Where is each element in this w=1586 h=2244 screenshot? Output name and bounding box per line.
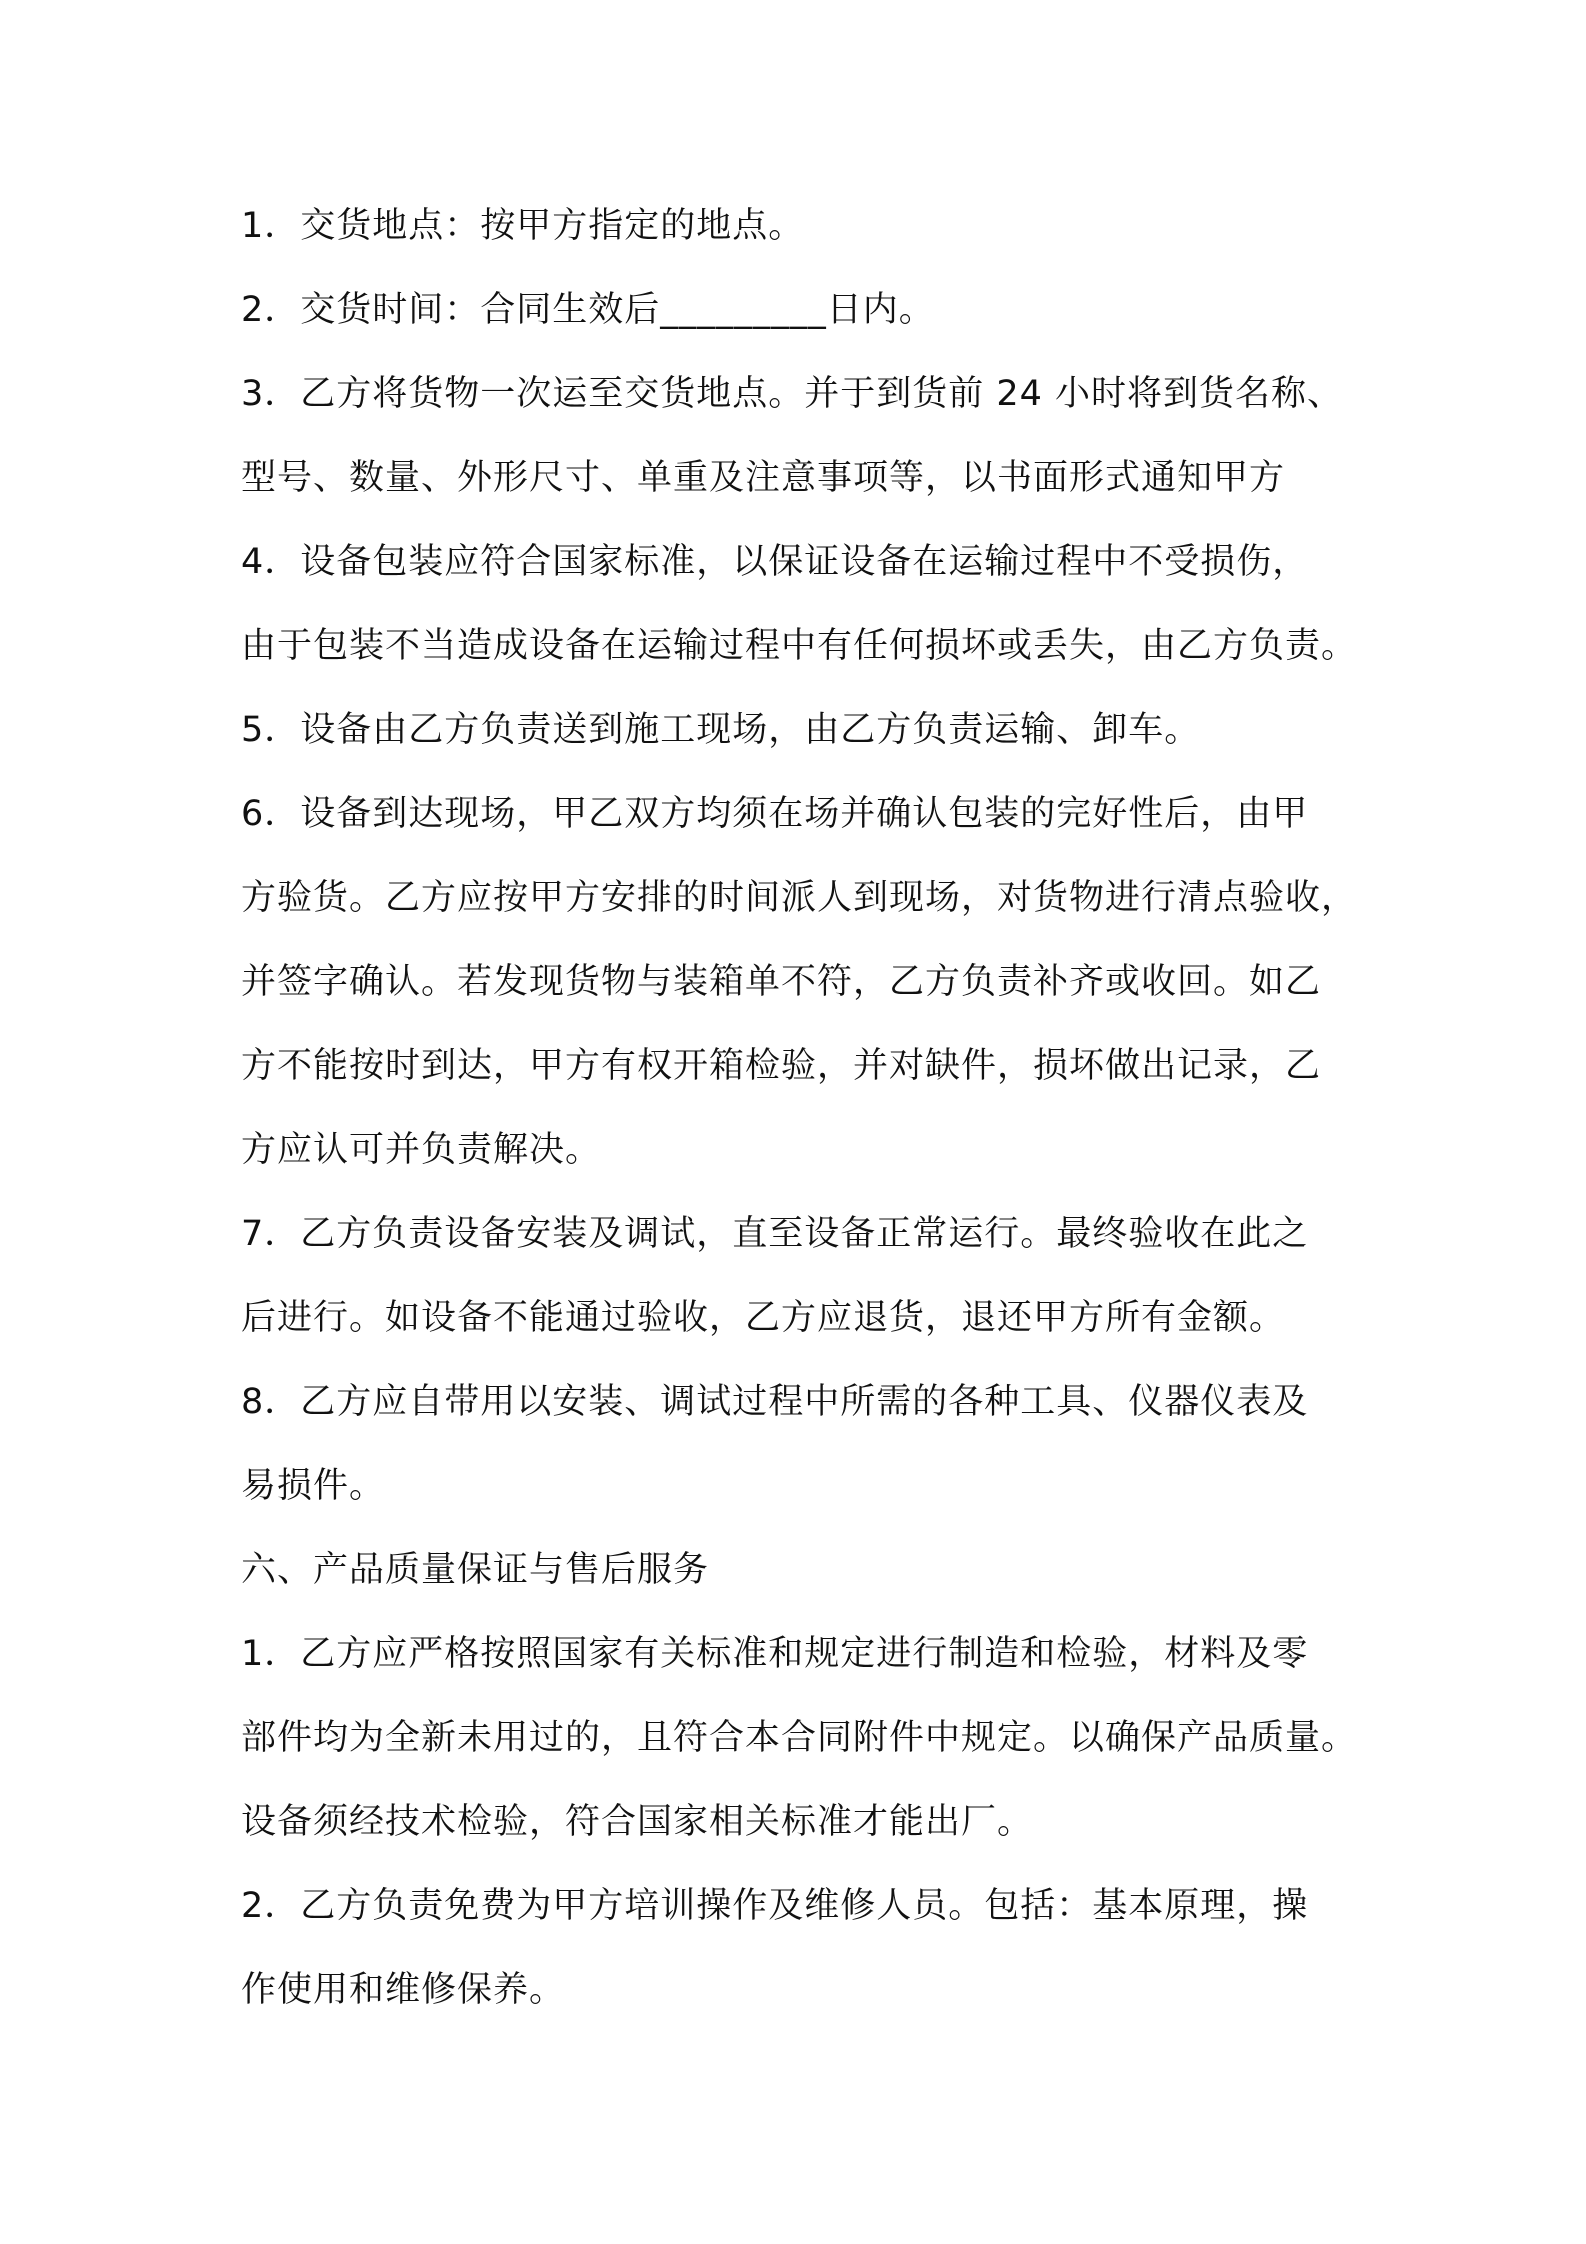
- text-line: 方应认可并负责解决。: [241, 1130, 602, 1170]
- text-line: 部件均为全新未用过的，且符合本合同附件中规定。以确保产品质量。: [241, 1718, 1358, 1758]
- text-line: 3．乙方将货物一次运至交货地点。并于到货前 24 小时将到货名称、: [241, 374, 1344, 414]
- text-line: 后进行。如设备不能通过验收，乙方应退货，退还甲方所有金额。: [241, 1298, 1286, 1338]
- text-line: 并签字确认。若发现货物与装箱单不符，乙方负责补齐或收回。如乙: [241, 962, 1322, 1002]
- text-line: 8．乙方应自带用以安装、调试过程中所需的各种工具、仪器仪表及: [241, 1382, 1309, 1422]
- text-line: 1．交货地点：按甲方指定的地点。: [241, 206, 805, 246]
- text-line: 4．设备包装应符合国家标准，以保证设备在运输过程中不受损伤，: [241, 542, 1309, 582]
- section-heading: 六、产品质量保证与售后服务: [241, 1550, 710, 1590]
- text-line: 易损件。: [241, 1466, 386, 1506]
- text-line: 型号、数量、外形尺寸、单重及注意事项等，以书面形式通知甲方: [241, 458, 1286, 498]
- text-line: 1．乙方应严格按照国家有关标准和规定进行制造和检验，材料及零: [241, 1634, 1309, 1674]
- text-line: 2．乙方负责免费为甲方培训操作及维修人员。包括：基本原理，操: [241, 1886, 1309, 1926]
- text-line: 2．交货时间：合同生效后_________日内。: [241, 290, 935, 330]
- text-line: 由于包装不当造成设备在运输过程中有任何损坏或丢失，由乙方负责。: [241, 626, 1358, 666]
- text-line: 6．设备到达现场，甲乙双方均须在场并确认包装的完好性后，由甲: [241, 794, 1309, 834]
- text-line: 方验货。乙方应按甲方安排的时间派人到现场，对货物进行清点验收，: [241, 878, 1358, 918]
- text-line: 7．乙方负责设备安装及调试，直至设备正常运行。最终验收在此之: [241, 1214, 1309, 1254]
- text-line: 方不能按时到达，甲方有权开箱检验，并对缺件，损坏做出记录，乙: [241, 1046, 1322, 1086]
- text-line: 设备须经技术检验，符合国家相关标准才能出厂。: [241, 1802, 1034, 1842]
- text-line: 作使用和维修保养。: [241, 1970, 566, 2010]
- text-line: 5．设备由乙方负责送到施工现场，由乙方负责运输、卸车。: [241, 710, 1201, 750]
